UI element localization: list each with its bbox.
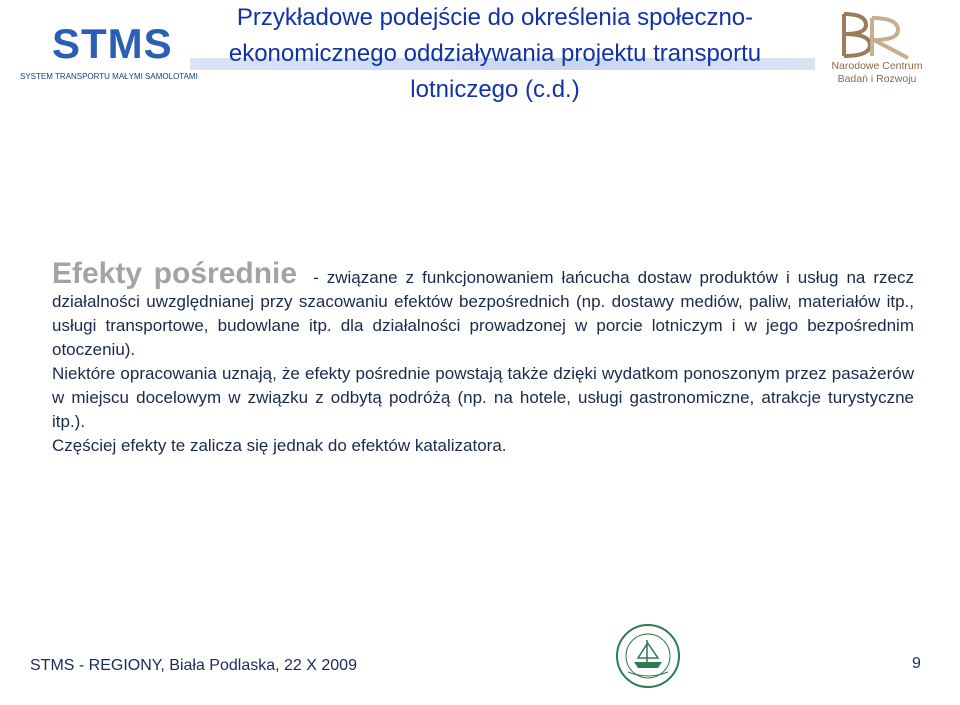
slide-title (190, 0, 800, 108)
page-number: 9 (912, 655, 921, 672)
stms-logo-text: STMS (52, 20, 173, 67)
footer-text: STMS - REGIONY, Biała Podlaska, 22 X 2009 (30, 657, 357, 674)
paragraph (52, 257, 915, 362)
ncbr-logo (822, 10, 948, 90)
lead-definition: - związane z funkcjonowaniem łańcucha dostaw produktów i usług na rzecz działalności uwzględnianej przy szacowaniu efektów bezpośrednich (np. dostawy mediów, paliw, materiałów itp., usługi transportowe, budowlane itp. dla działalności prowadzonej w porcie lotniczym i w jego bezpośrednim otoczeniu). (52, 268, 915, 359)
lead-term: Efekty pośrednie (52, 257, 298, 290)
ncbr-logo-icon (822, 10, 932, 60)
paragraph: Niektóre opracowania uznają, że efekty pośrednie powstają także dzięki wydatkom ponoszonym przez pasażerów w miejscu docelowym w związku z odbytą podróżą (np. na hotele, usługi gastronomiczne, atrakcje turystyczne itp.). (52, 364, 914, 431)
slide-title-line: lotniczego (c.d.) (410, 76, 580, 103)
paragraph: Częściej efekty te zalicza się jednak do efektów katalizatora. (52, 436, 507, 455)
ncbr-logo-caption (822, 60, 932, 86)
ncbr-caption-line: Narodowe Centrum (831, 60, 923, 72)
slide-title-line: Przykładowe podejście do określenia społeczno- (236, 4, 754, 31)
stms-logo-subtitle: SYSTEM TRANSPORTU MAŁYMI SAMOLOTAMI (20, 72, 198, 81)
stms-logo (20, 20, 198, 90)
slide-body (52, 257, 915, 458)
ncbr-caption-line: Badań i Rozwoju (837, 73, 917, 85)
university-seal-icon (614, 622, 682, 690)
slide-title-line: ekonomicznego oddziaływania projektu transportu (228, 40, 762, 67)
